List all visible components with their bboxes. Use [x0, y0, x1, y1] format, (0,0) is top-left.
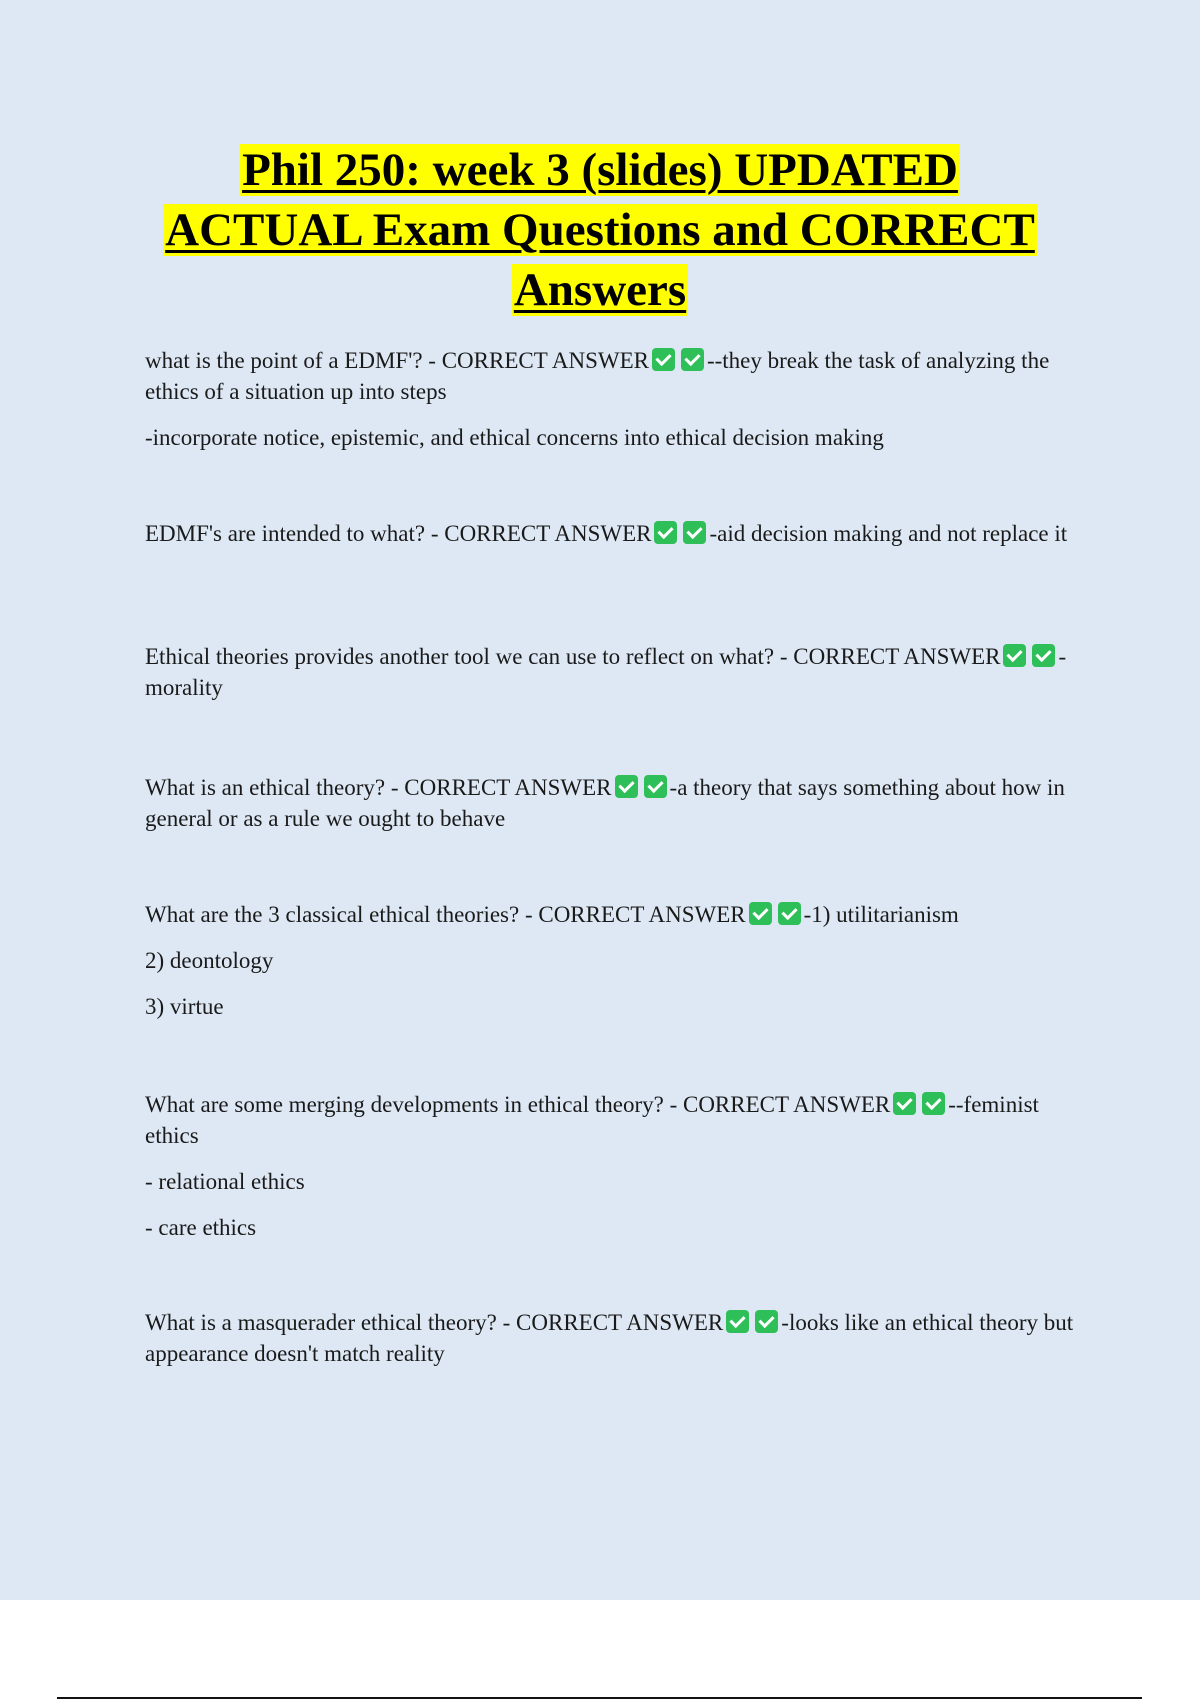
check-mark-icon — [749, 902, 772, 925]
qa-item — [145, 1089, 1075, 1243]
question-text: What are the 3 classical ethical theories? - CORRECT ANSWER — [145, 902, 746, 927]
answer-text: --they break the task of analyzing the ethics of a situation up into steps — [145, 348, 1050, 404]
qa-question-line — [145, 641, 1075, 703]
qa-item — [145, 345, 1075, 453]
qa-item — [145, 772, 1075, 834]
answer-text: -looks like an ethical theory but appearance doesn't match reality — [145, 1310, 1074, 1366]
qa-item — [145, 1307, 1075, 1369]
question-text: What is a masquerader ethical theory? - CORRECT ANSWER — [145, 1310, 724, 1335]
answer-text: -morality — [145, 644, 1067, 700]
question-text: Ethical theories provides another tool we can use to reflect on what? - CORRECT ANSWER — [145, 644, 1001, 669]
check-mark-icon — [615, 775, 638, 798]
qa-item — [145, 518, 1075, 549]
check-mark-icon — [922, 1092, 945, 1115]
qa-question-line — [145, 1089, 1075, 1151]
qa-item — [145, 899, 1075, 1022]
qa-question-line — [145, 772, 1075, 834]
check-mark-icon — [654, 521, 677, 544]
answer-text: --feminist ethics — [145, 1092, 1039, 1148]
qa-question-line — [145, 1307, 1075, 1369]
question-text: EDMF's are intended to what? - CORRECT ANSWER — [145, 521, 652, 546]
title-line: ACTUAL Exam Questions and CORRECT — [165, 204, 1035, 256]
answer-text: -aid decision making and not replace it — [709, 521, 1068, 546]
answer-extra-line: - relational ethics — [145, 1169, 305, 1194]
question-text: What is an ethical theory? - CORRECT ANSWER — [145, 775, 612, 800]
qa-item — [145, 641, 1075, 703]
question-text: What are some merging developments in ethical theory? - CORRECT ANSWER — [145, 1092, 891, 1117]
answer-text: -1) utilitarianism — [803, 902, 959, 927]
check-mark-icon — [652, 348, 675, 371]
title-line: Answers — [513, 264, 687, 316]
check-mark-icon — [726, 1310, 749, 1333]
answer-extra-line: 3) virtue — [145, 994, 224, 1019]
document-title — [100, 140, 1100, 320]
check-mark-icon — [755, 1310, 778, 1333]
answer-extra-line: 2) deontology — [145, 948, 274, 973]
check-mark-icon — [1032, 644, 1055, 667]
title-line: Phil 250: week 3 (slides) UPDATED — [242, 144, 958, 196]
footer-divider — [57, 1697, 1142, 1699]
qa-question-line — [145, 899, 1075, 930]
check-mark-icon — [778, 902, 801, 925]
check-mark-icon — [681, 348, 704, 371]
check-mark-icon — [1003, 644, 1026, 667]
qa-question-line — [145, 518, 1075, 549]
check-mark-icon — [644, 775, 667, 798]
answer-text: -a theory that says something about how in general or as a rule we ought to behave — [145, 775, 1065, 831]
question-text: what is the point of a EDMF'? - CORRECT ANSWER — [145, 348, 649, 373]
check-mark-icon — [893, 1092, 916, 1115]
check-mark-icon — [683, 521, 706, 544]
answer-extra-line: -incorporate notice, epistemic, and ethical concerns into ethical decision making — [145, 425, 884, 450]
answer-extra-line: - care ethics — [145, 1215, 257, 1240]
qa-question-line — [145, 345, 1075, 407]
